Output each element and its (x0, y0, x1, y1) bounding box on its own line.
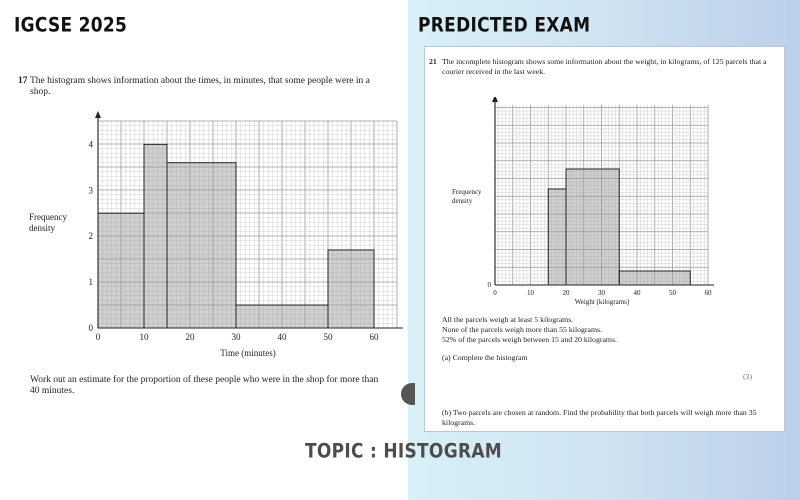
histogram-bar-2 (566, 169, 619, 285)
left-question-text: The histogram shows information about the times, in minutes, that some people were in a shop. (30, 76, 370, 97)
chart2-ylabel-line2: density (452, 197, 473, 205)
right-question-text: The incomplete histogram shows some information about the weight, in kilograms, of 125 parcels that a courier received in the last week. (442, 57, 767, 76)
x-tick-label-10: 10 (527, 289, 534, 297)
histogram-bar-2 (144, 144, 167, 328)
fact-3: 52% of the parcels weigh between 15 and 20 kilograms. (442, 335, 617, 344)
histogram-bar-5 (328, 250, 374, 328)
part-a-text: (a) Complete the histogram (442, 353, 528, 362)
x-tick-label-30: 30 (598, 289, 605, 297)
x-tick-label-0: 0 (493, 289, 497, 297)
histogram-bar-3 (167, 163, 236, 328)
histogram-bar-1 (98, 213, 144, 328)
x-tick-label-40: 40 (633, 289, 641, 297)
part-b-text: (b) Two parcels are chosen at random. Find the probability that both parcels will weigh more than 35 kilograms. (442, 408, 757, 427)
y-tick-label-0: 0 (88, 323, 93, 333)
fact-1: All the parcels weigh at least 5 kilograms. (442, 315, 574, 324)
histogram-bar-1 (548, 189, 566, 285)
fact-2: None of the parcels weigh more than 55 kilograms. (442, 325, 603, 334)
x-tick-label-40: 40 (277, 332, 287, 342)
x-tick-label-50: 50 (323, 332, 333, 342)
histogram-weight-chart (425, 97, 784, 317)
x-tick-label-10: 10 (139, 332, 149, 342)
histogram-bar-4 (236, 305, 328, 328)
y-axis-arrow (492, 97, 498, 102)
x-tick-label-30: 30 (231, 332, 241, 342)
part-a-marks: (3) (743, 372, 753, 381)
exam-paper (424, 46, 785, 432)
y-tick-label-3: 3 (88, 185, 93, 196)
histogram-time-chart (0, 100, 408, 380)
x-tick-label-50: 50 (669, 289, 676, 297)
x-tick-label-20: 20 (185, 332, 195, 342)
y-tick-label-4: 4 (88, 139, 93, 150)
y-axis-arrow (95, 111, 101, 118)
left-banner-title: IGCSE 2025 (14, 14, 128, 37)
x-tick-label-20: 20 (562, 289, 570, 297)
chart1-ylabel-line1: Frequency (29, 212, 67, 222)
histogram-bar-3 (619, 271, 690, 285)
x-tick-label-60: 60 (704, 289, 712, 297)
y-tick-label-2: 2 (88, 231, 93, 242)
chart2-xlabel: Weight (kilograms) (574, 298, 630, 306)
y-tick-label-1: 1 (88, 277, 93, 288)
left-followup-text: Work out an estimate for the proportion of these people who were in the shop for more than 40 minutes. (30, 375, 379, 396)
topic-footer: TOPIC : HISTOGRAM (305, 440, 503, 463)
right-question-number: 21 (429, 57, 437, 66)
x-tick-label-60: 60 (369, 332, 379, 342)
chart2-ylabel-line1: Frequency (452, 188, 482, 196)
chart1-xlabel: Time (minutes) (220, 348, 276, 358)
left-question-number: 17 (18, 76, 28, 86)
y-tick-label-0: 0 (487, 281, 491, 289)
chart1-ylabel-line2: density (29, 223, 55, 233)
x-tick-label-0: 0 (95, 332, 101, 342)
right-banner-title: PREDICTED EXAM (418, 14, 591, 37)
